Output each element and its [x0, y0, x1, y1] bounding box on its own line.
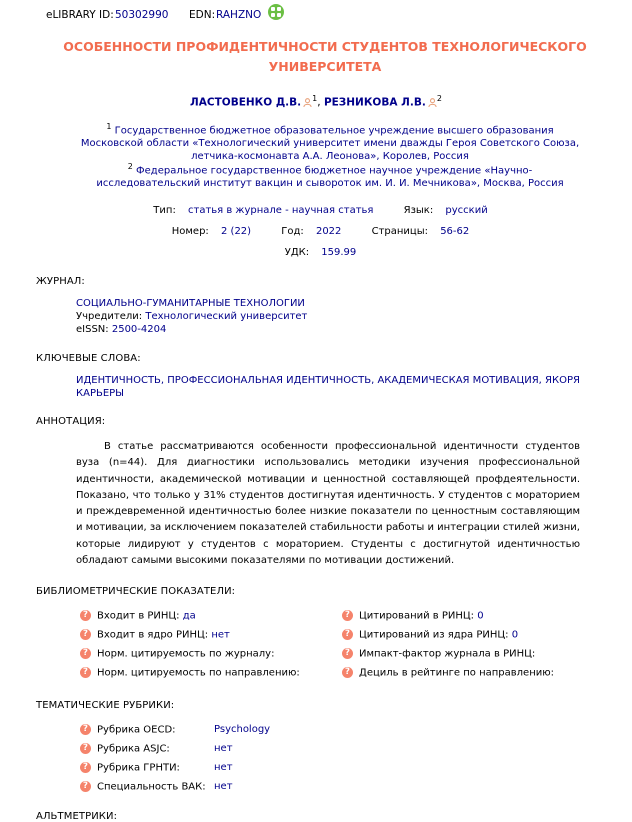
author-link[interactable]: ЛАСТОВЕНКО Д.В. [190, 96, 302, 109]
help-icon[interactable]: ? [342, 667, 353, 678]
help-icon[interactable]: ? [80, 762, 91, 773]
article-title: ОСОБЕННОСТИ ПРОФИДЕНТИЧНОСТИ СТУДЕНТОВ ТЕХНОЛОГИЧЕСКОГО УНИВЕРСИТЕТА [63, 39, 587, 74]
founders-link[interactable]: Технологический университет [145, 311, 308, 322]
help-icon[interactable]: ? [80, 610, 91, 621]
type-label: Тип: [153, 205, 176, 216]
biblio-value: да [182, 610, 196, 622]
edn-value[interactable]: RAHZNO [216, 9, 262, 21]
biblio-row [80, 629, 230, 643]
year-label: Год: [281, 226, 304, 237]
lang-value: русский [445, 205, 488, 216]
biblio-label: Норм. цитируемость по направлению: [97, 667, 300, 679]
journal-name-link[interactable]: СОЦИАЛЬНО-ГУМАНИТАРНЫЕ ТЕХНОЛОГИИ [76, 298, 305, 309]
year-value: 2022 [315, 226, 342, 237]
keywords-heading: КЛЮЧЕВЫЕ СЛОВА: [36, 353, 141, 364]
rubric-label: Рубрика OECD: [97, 724, 176, 736]
udk-value: 159.99 [321, 247, 357, 258]
biblio-row [342, 629, 518, 643]
issue-link[interactable]: 2 (22) [221, 226, 252, 237]
biblio-row [80, 610, 196, 624]
author-affiliation-sup: 1 [312, 94, 318, 103]
biblio-label: Импакт-фактор журнала в РИНЦ: [359, 648, 536, 660]
biblio-label: Цитирований из ядра РИНЦ: [359, 629, 509, 641]
type-value: статья в журнале - научная статья [188, 205, 374, 216]
affiliation-sup: 2 [127, 162, 133, 171]
edn-label: EDN: [189, 9, 216, 21]
author-link[interactable]: РЕЗНИКОВА Л.В. [323, 96, 426, 109]
rubric-value: Psychology [214, 724, 271, 735]
rubric-row [80, 762, 233, 776]
rubric-label: Рубрика ГРНТИ: [97, 762, 180, 774]
help-icon[interactable]: ? [80, 781, 91, 792]
pages-label: Страницы: [371, 226, 428, 237]
eissn-value: 2500-4204 [111, 324, 167, 335]
biblio-value: 0 [511, 629, 519, 641]
help-icon[interactable]: ? [80, 724, 91, 735]
rubric-row [80, 743, 233, 757]
biblio-label: Входит в РИНЦ: [97, 610, 180, 622]
lang-label: Язык: [403, 205, 434, 216]
rubric-value: нет [214, 762, 233, 773]
authors-line: ЛАСТОВЕНКО Д.В. $^1$, РЕЗНИКОВА Л.В. $^2$ [190, 94, 442, 109]
keywords-line[interactable]: КАРЬЕРЫ [76, 388, 125, 399]
biblio-row [80, 648, 274, 662]
help-icon[interactable]: ? [80, 667, 91, 678]
header-bar [46, 9, 606, 23]
founders-label: Учредители: [76, 311, 143, 322]
meta-line-1 [0, 205, 632, 216]
author-affiliation-sup: 2 [436, 94, 442, 103]
keywords-block [76, 374, 580, 400]
biblio-label: Цитирований в РИНЦ: [359, 610, 475, 622]
rubric-row [80, 724, 271, 738]
biblio-label: Норм. цитируемость по журналу: [97, 648, 275, 660]
help-icon[interactable]: ? [342, 610, 353, 621]
help-icon[interactable]: ? [342, 648, 353, 659]
biblio-value: 0 [477, 610, 484, 622]
biblio-label: Входит в ядро РИНЦ: [97, 629, 209, 641]
affiliation-1 [80, 120, 580, 163]
biblio-label: Дециль в рейтинге по направлению: [359, 667, 555, 679]
help-icon[interactable]: ? [80, 743, 91, 754]
abstract-heading: АННОТАЦИЯ: [36, 416, 106, 427]
biblio-row [342, 667, 554, 681]
affiliation-text: Государственное бюджетное образовательное учреждение высшего образования Московской области «Технологический университет имени дважды Героя Советского Союза, летчика-космонавта А.А. Леонова», Королев, Россия [80, 125, 580, 163]
altmetrics-heading: АЛЬТМЕТРИКИ: [36, 811, 118, 822]
biblio-row [342, 648, 535, 662]
journal-block [76, 297, 580, 336]
biblio-row [342, 610, 484, 624]
help-icon[interactable]: ? [342, 629, 353, 640]
elibrary-id-label: eLIBRARY ID: [46, 9, 114, 21]
udk-label: УДК: [284, 247, 310, 258]
elibrary-id-value[interactable]: 50302990 [115, 9, 169, 21]
help-icon[interactable]: ? [80, 648, 91, 659]
keywords-line[interactable]: ИДЕНТИЧНОСТЬ, ПРОФЕССИОНАЛЬНАЯ ИДЕНТИЧНОСТЬ, АКАДЕМИЧЕСКАЯ МОТИВАЦИЯ, ЯКОРЯ [76, 375, 580, 386]
meta-line-2 [0, 226, 632, 237]
affiliation-text: Федеральное государственное бюджетное научное учреждение «Научно-исследовательский институт вакцин и сывороток им. И. И. Мечникова», Москва, Россия [96, 165, 564, 190]
journal-heading: ЖУРНАЛ: [36, 276, 85, 287]
abstract-text: В статье рассматриваются особенности профессиональной идентичности студентов вуза (n=44). Для диагностики использовались методики изучения профессиональной идентичности, академической мотивации и ценностной составляющей профдеятельности. Показано, что только у 31% студентов достигнутая идентичность. У студентов с мораторием и преждевременной идентичностью более низкие показатели по ценностным составляющим и мотивации, за исключением показателей стабильности работы и интеграции стилей жизни, которые лидируют у студентов с мораторием. Студенты с достигнутой идентичностью обладают самыми высокими показателями по мотивации достижений. [76, 441, 580, 567]
rubric-label: Рубрика ASJC: [97, 743, 170, 755]
person-icon[interactable] [428, 98, 437, 107]
biblio-value: нет [211, 629, 230, 641]
affiliation-2 [80, 160, 580, 190]
issue-label: Номер: [171, 226, 209, 237]
help-icon[interactable]: ? [80, 629, 91, 640]
rubrics-heading: ТЕМАТИЧЕСКИЕ РУБРИКИ: [36, 700, 175, 711]
rubric-row [80, 781, 233, 795]
pages-value: 56-62 [440, 226, 470, 237]
meta-line-3 [0, 247, 632, 258]
qr-code-icon[interactable] [268, 4, 284, 20]
biblio-row [80, 667, 300, 681]
rubric-value: нет [214, 781, 233, 792]
rubric-label: Специальность ВАК: [97, 781, 206, 793]
person-icon[interactable] [303, 98, 312, 107]
biblio-heading: БИБЛИОМЕТРИЧЕСКИЕ ПОКАЗАТЕЛИ: [36, 586, 236, 597]
affiliation-sup: 1 [106, 122, 112, 131]
eissn-label: eISSN: [76, 324, 109, 335]
rubric-value: нет [214, 743, 233, 754]
